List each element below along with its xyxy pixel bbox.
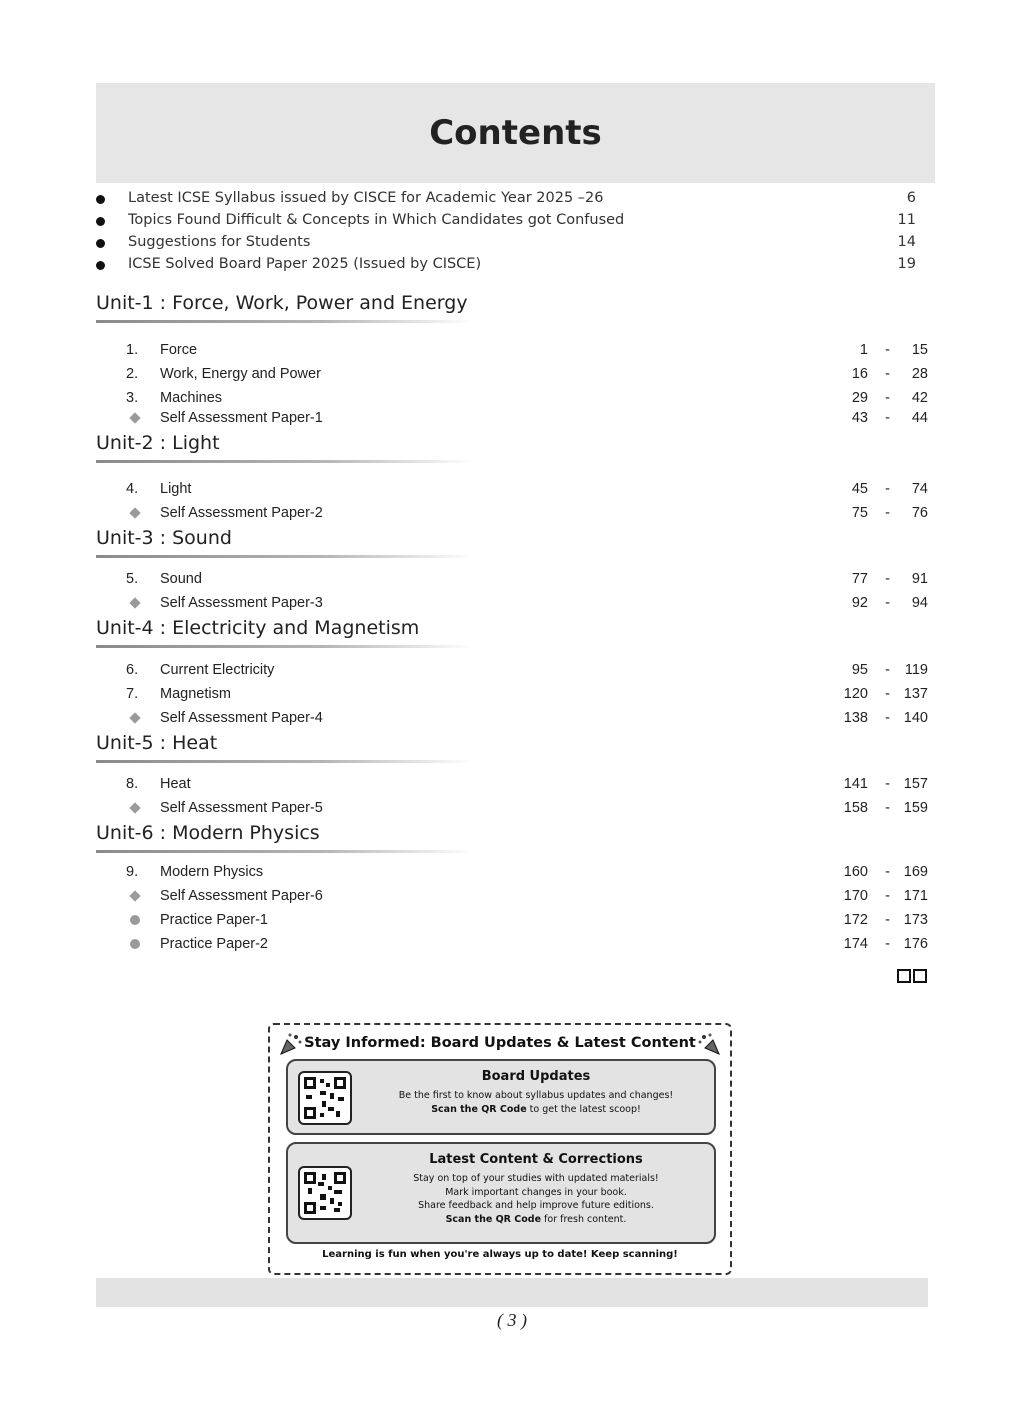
entry-label: Work, Energy and Power: [160, 366, 321, 382]
unit-divider: [96, 555, 474, 558]
party-popper-icon: [696, 1031, 722, 1057]
promo-footer: Learning is fun when you're always up to date! Keep scanning!: [322, 1249, 678, 1260]
latest-content-line: [368, 1213, 704, 1227]
entry-label: Machines: [160, 390, 223, 406]
range-dash: -: [885, 662, 890, 678]
toc-entry[interactable]: [96, 388, 932, 410]
unit-divider: [96, 760, 474, 763]
range-dash: -: [885, 912, 890, 928]
toc-entry[interactable]: [96, 364, 932, 386]
entry-label: Heat: [160, 776, 191, 792]
toc-entry[interactable]: [96, 593, 932, 615]
entry-page-start: 160: [843, 864, 868, 880]
intro-item[interactable]: [96, 188, 926, 210]
unit-title: Unit-3 : Sound: [96, 527, 232, 549]
unit-divider: [96, 645, 474, 648]
range-dash: -: [885, 936, 890, 952]
board-updates-line: [368, 1103, 704, 1117]
intro-item-page: 19: [897, 256, 916, 272]
entry-page-end: 44: [911, 410, 928, 426]
entry-label: Light: [160, 481, 192, 497]
bullet-icon: [96, 239, 105, 248]
diamond-bullet-icon: [129, 507, 140, 518]
latest-content-panel: [286, 1142, 716, 1244]
unit-heading-6: [96, 822, 486, 853]
footer-band: [96, 1278, 928, 1307]
latest-content-line: Stay on top of your studies with updated materials!: [413, 1173, 659, 1184]
unit-divider: [96, 850, 474, 853]
entry-number: 8.: [126, 776, 139, 792]
circle-bullet-icon: [130, 915, 140, 925]
entry-page-start: 120: [843, 686, 868, 702]
range-dash: -: [885, 342, 890, 358]
intro-item-label: ICSE Solved Board Paper 2025 (Issued by CISCE): [128, 256, 482, 272]
diamond-bullet-icon: [129, 412, 140, 423]
toc-entry[interactable]: [96, 660, 932, 682]
entry-page-start: 29: [851, 390, 868, 406]
toc-entry[interactable]: [96, 774, 932, 796]
intro-item-page: 11: [897, 212, 916, 228]
entry-page-end: 74: [911, 481, 928, 497]
entry-page-start: 77: [851, 571, 868, 587]
circle-bullet-icon: [130, 939, 140, 949]
entry-page-end: 171: [903, 888, 928, 904]
intro-list: [96, 188, 926, 276]
unit-heading-1: [96, 292, 486, 323]
entry-page-start: 75: [851, 505, 868, 521]
entry-label: Self Assessment Paper-6: [160, 888, 323, 904]
entry-page-end: 157: [903, 776, 928, 792]
intro-item[interactable]: [96, 254, 926, 276]
unit-divider: [96, 320, 474, 323]
range-dash: -: [885, 864, 890, 880]
entry-label: Self Assessment Paper-2: [160, 505, 323, 521]
promo-title: Stay Informed: Board Updates & Latest Content: [304, 1035, 696, 1051]
unit-divider: [96, 460, 474, 463]
latest-content-line: Share feedback and help improve future editions.: [418, 1200, 654, 1211]
unit-title: Unit-6 : Modern Physics: [96, 822, 320, 844]
intro-item-page: 14: [897, 234, 916, 250]
entry-number: 9.: [126, 864, 139, 880]
entry-label: Current Electricity: [160, 662, 275, 678]
entry-label: Self Assessment Paper-1: [160, 410, 323, 426]
range-dash: -: [885, 481, 890, 497]
unit-heading-2: [96, 432, 486, 463]
bullet-icon: [96, 217, 105, 226]
entry-number: 2.: [126, 366, 139, 382]
entry-page-end: 28: [911, 366, 928, 382]
unit-title: Unit-2 : Light: [96, 432, 220, 454]
toc-entry[interactable]: [96, 934, 932, 956]
toc-entry[interactable]: [96, 886, 932, 908]
entry-page-end: 42: [911, 390, 928, 406]
scan-qr-rest: to get the latest scoop!: [526, 1103, 641, 1115]
unit-heading-5: [96, 732, 486, 763]
diamond-bullet-icon: [129, 890, 140, 901]
entry-label: Magnetism: [160, 686, 231, 702]
entry-label: Practice Paper-1: [160, 912, 268, 928]
entry-page-start: 1: [859, 342, 868, 358]
range-dash: -: [885, 366, 890, 382]
toc-entry[interactable]: [96, 408, 932, 430]
entry-page-end: 140: [903, 710, 928, 726]
latest-content-line: Mark important changes in your book.: [445, 1186, 627, 1198]
intro-item-page: 6: [906, 190, 916, 206]
entry-page-start: 43: [851, 410, 868, 426]
toc-entry[interactable]: [96, 684, 932, 706]
title-band: [96, 83, 935, 183]
range-dash: -: [885, 390, 890, 406]
entry-page-start: 95: [851, 662, 868, 678]
latest-content-heading: Latest Content & Corrections: [429, 1152, 643, 1167]
unit-title: Unit-5 : Heat: [96, 732, 218, 754]
page-title: Contents: [429, 113, 602, 153]
entry-page-start: 174: [843, 936, 868, 952]
toc-entry[interactable]: [96, 503, 932, 525]
end-of-contents-mark: [897, 969, 929, 983]
toc-entry[interactable]: [96, 340, 932, 362]
entry-page-start: 158: [843, 800, 868, 816]
range-dash: -: [885, 410, 890, 426]
range-dash: -: [885, 686, 890, 702]
unit-title: Unit-4 : Electricity and Magnetism: [96, 617, 420, 639]
entry-page-end: 169: [903, 864, 928, 880]
bullet-icon: [96, 195, 105, 204]
entry-label: Self Assessment Paper-3: [160, 595, 323, 611]
entry-page-end: 176: [903, 936, 928, 952]
toc-entry[interactable]: [96, 798, 932, 820]
entry-page-end: 119: [904, 662, 928, 678]
unit-title: Unit-1 : Force, Work, Power and Energy: [96, 292, 468, 314]
board-updates-panel: [286, 1059, 716, 1135]
intro-item-label: Topics Found Difficult & Concepts in Which Candidates got Confused: [128, 212, 625, 228]
entry-page-end: 159: [903, 800, 928, 816]
entry-page-start: 172: [843, 912, 868, 928]
toc-entry[interactable]: [96, 910, 932, 932]
entry-page-start: 92: [851, 595, 868, 611]
intro-item[interactable]: [96, 232, 926, 254]
entry-page-start: 16: [851, 366, 868, 382]
range-dash: -: [885, 776, 890, 792]
range-dash: -: [885, 800, 890, 816]
entry-label: Self Assessment Paper-5: [160, 800, 323, 816]
toc-entry[interactable]: [96, 708, 932, 730]
qr-code-icon[interactable]: [298, 1166, 352, 1220]
diamond-bullet-icon: [129, 802, 140, 813]
entry-page-start: 138: [843, 710, 868, 726]
entry-label: Modern Physics: [160, 864, 264, 880]
intro-item-label: Latest ICSE Syllabus issued by CISCE for Academic Year 2025 –26: [128, 190, 604, 206]
entry-page-end: 94: [911, 595, 928, 611]
entry-page-start: 141: [843, 776, 868, 792]
unit-heading-3: [96, 527, 486, 558]
entry-page-end: 76: [911, 505, 928, 521]
entry-number: 7.: [126, 686, 139, 702]
stay-informed-box: [268, 1023, 732, 1275]
entry-number: 5.: [126, 571, 139, 587]
diamond-bullet-icon: [129, 597, 140, 608]
page-number: ( 3 ): [497, 1310, 527, 1330]
entry-page-end: 91: [911, 571, 928, 587]
qr-code-icon[interactable]: [298, 1071, 352, 1125]
intro-item[interactable]: [96, 210, 926, 232]
scan-qr-rest: for fresh content.: [541, 1213, 627, 1225]
entry-label: Force: [160, 342, 198, 358]
range-dash: -: [885, 888, 890, 904]
range-dash: -: [885, 571, 890, 587]
toc-entry[interactable]: [96, 862, 932, 884]
range-dash: -: [885, 710, 890, 726]
toc-entry[interactable]: [96, 479, 932, 501]
entry-page-start: 170: [843, 888, 868, 904]
entry-page-start: 45: [851, 481, 868, 497]
entry-number: 3.: [126, 390, 139, 406]
scan-qr-emphasis: Scan the QR Code: [445, 1213, 542, 1225]
scan-qr-emphasis: Scan the QR Code: [431, 1103, 527, 1115]
board-updates-text: [368, 1069, 704, 1116]
intro-item-label: Suggestions for Students: [128, 234, 311, 250]
entry-label: Sound: [160, 571, 202, 587]
unit-heading-4: [96, 617, 486, 648]
entry-page-end: 15: [911, 342, 928, 358]
entry-label: Practice Paper-2: [160, 936, 268, 952]
bullet-icon: [96, 261, 105, 270]
latest-content-text: [368, 1152, 704, 1226]
entry-label: Self Assessment Paper-4: [160, 710, 323, 726]
board-updates-line: Be the first to know about syllabus updates and changes!: [398, 1090, 674, 1101]
range-dash: -: [885, 595, 890, 611]
entry-number: 1.: [126, 342, 139, 358]
board-updates-heading: Board Updates: [481, 1069, 591, 1084]
range-dash: -: [885, 505, 890, 521]
entry-page-end: 137: [903, 686, 928, 702]
entry-number: 6.: [126, 662, 139, 678]
entry-page-end: 173: [903, 912, 928, 928]
entry-number: 4.: [126, 481, 139, 497]
toc-entry[interactable]: [96, 569, 932, 591]
diamond-bullet-icon: [129, 712, 140, 723]
